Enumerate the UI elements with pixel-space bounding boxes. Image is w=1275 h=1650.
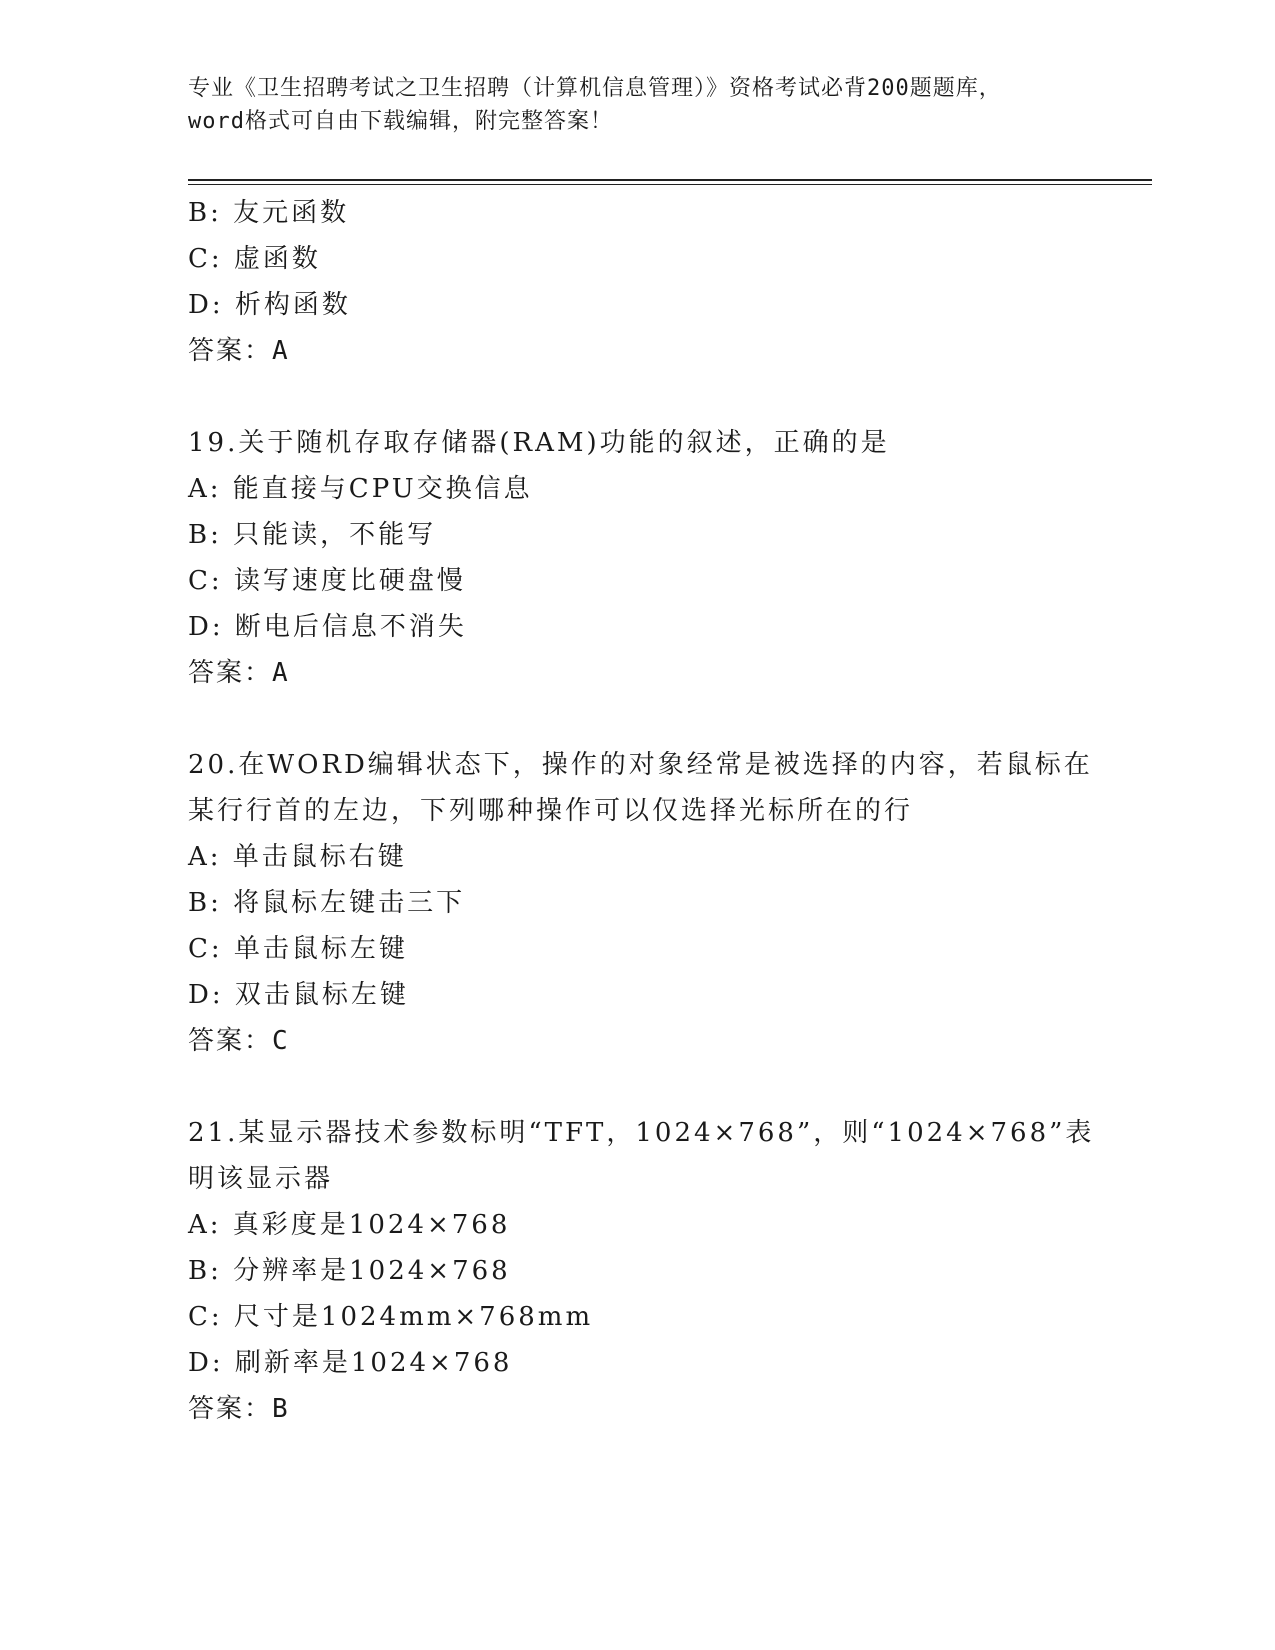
q18-option-c: C: 虚函数 xyxy=(188,244,321,274)
q18-answer: 答案：A xyxy=(188,336,290,366)
q19-option-d: D: 断电后信息不消失 xyxy=(188,612,467,642)
question-18-tail xyxy=(188,190,1088,374)
q19-question: 19.关于随机存取存储器(RAM)功能的叙述，正确的是 xyxy=(188,428,890,458)
q20-answer: 答案：C xyxy=(188,1026,290,1056)
q19-option-c: C: 读写速度比硬盘慢 xyxy=(188,566,466,596)
q20-option-d: D: 双击鼠标左键 xyxy=(188,980,409,1010)
q19-option-b: B: 只能读，不能写 xyxy=(188,520,437,550)
q21-question-line-2: 明该显示器 xyxy=(188,1164,334,1194)
q20-option-c: C: 单击鼠标左键 xyxy=(188,934,408,964)
header-divider-thick xyxy=(188,179,1152,181)
q19-option-a: A: 能直接与CPU交换信息 xyxy=(188,474,533,504)
q20-question-line-1: 20.在WORD编辑状态下，操作的对象经常是被选择的内容，若鼠标在 xyxy=(188,750,1093,780)
question-21 xyxy=(188,1110,1095,1432)
q18-option-d: D: 析构函数 xyxy=(188,290,351,320)
q19-answer: 答案：A xyxy=(188,658,290,688)
q20-question-line-2: 某行行首的左边，下列哪种操作可以仅选择光标所在的行 xyxy=(188,796,914,826)
q20-option-a: A: 单击鼠标右键 xyxy=(188,842,407,872)
spacer xyxy=(188,696,1088,742)
q21-option-d: D: 刷新率是1024×768 xyxy=(188,1348,513,1378)
q21-question-line-1: 21.某显示器技术参数标明“TFT，1024×768”，则“1024×768”表 xyxy=(188,1118,1095,1148)
q20-option-b: B: 将鼠标左键击三下 xyxy=(188,888,466,918)
question-20 xyxy=(188,742,1093,1064)
q21-option-c: C: 尺寸是1024mm×768mm xyxy=(188,1302,594,1332)
q21-option-a: A: 真彩度是1024×768 xyxy=(188,1210,511,1240)
header-divider-thin xyxy=(188,184,1152,185)
question-19 xyxy=(188,420,1088,696)
spacer xyxy=(188,374,1088,420)
document-body xyxy=(188,190,1095,1432)
header-line-1: 专业《卫生招聘考试之卫生招聘（计算机信息管理）》资格考试必背200题题库， xyxy=(188,76,1002,101)
spacer xyxy=(188,1064,1088,1110)
q21-answer: 答案：B xyxy=(188,1394,290,1424)
header-line-2: word格式可自由下载编辑，附完整答案！ xyxy=(188,109,613,134)
q21-option-b: B: 分辨率是1024×768 xyxy=(188,1256,511,1286)
q18-option-b: B: 友元函数 xyxy=(188,198,350,228)
page-header xyxy=(188,72,1088,138)
